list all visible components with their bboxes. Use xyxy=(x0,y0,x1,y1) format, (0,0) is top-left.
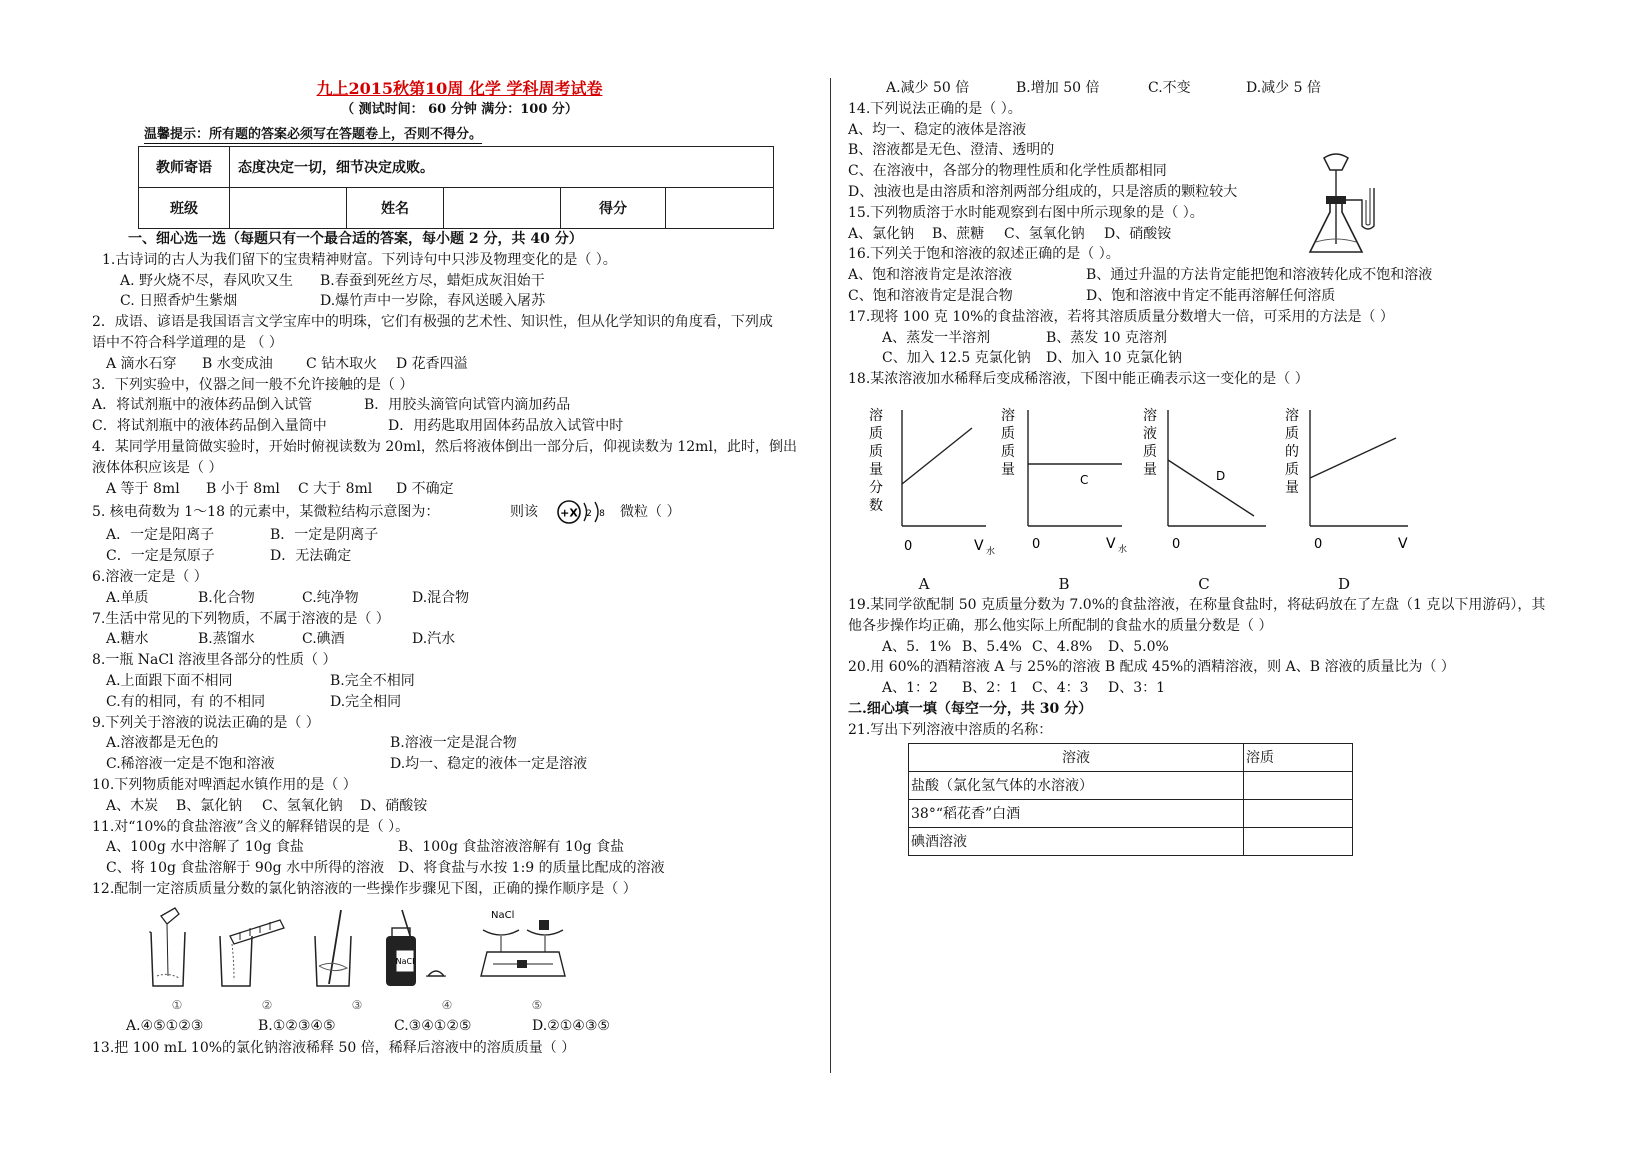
q15-stem: 15.下列物质溶于水时能观察到右图中所示现象的是（ ）。 xyxy=(848,204,1204,221)
ylabel-char-6: 数 xyxy=(869,497,883,514)
section-1-heading: 一、细心选一选（每题只有一个最合适的答案，每小题 2 分，共 40 分） xyxy=(128,231,583,247)
q4-options: A 等于 8ml B 小于 8ml C 大于 8ml D 不确定 xyxy=(106,480,454,497)
q9-stem: 9.下列关于溶液的说法正确的是（ ） xyxy=(92,714,320,731)
q11-stem: 11.对“10%的食盐溶液”含义的解释错误的是（ ）。 xyxy=(92,818,410,835)
q8-options-cd: C.有的相同，有 的不相同 D.完全相同 xyxy=(106,693,402,710)
q14-option-a: A、均一、稳定的液体是溶液 xyxy=(848,121,1027,138)
q4-stem-cont: 液体体积应该是（ ） xyxy=(92,459,223,476)
ylabel-char-4: 质 xyxy=(1285,461,1299,478)
q16-options-ab: A、饱和溶液肯定是浓溶液 B、通过升温的方法肯定能把饱和溶液转化成不饱和溶液 xyxy=(848,267,1433,284)
q3-options-cd: C．将试剂瓶中的液体药品倒入量筒中 D．用药匙取用固体药品放入试管中时 xyxy=(92,418,624,435)
teacher-label: 教师寄语 xyxy=(139,147,230,188)
q4-stem: 4．某同学用量筒做实验时，开始时俯视读数为 20ml，然后将液体倒出一部分后，仰视读数为 12ml，此时，倒出 xyxy=(92,438,797,455)
svg-text:0: 0 xyxy=(1032,536,1041,552)
score-field[interactable] xyxy=(666,188,774,229)
graph-b xyxy=(994,398,1134,568)
q9-options-cd: C.稀溶液一定是不饱和溶液 D.均一、稳定的液体一定是溶液 xyxy=(106,756,588,773)
q7-options: A.糖水 B.蒸馏水 C.碘酒 D.汽水 xyxy=(106,631,456,648)
table-row-solution: 38°“稻花香”白酒 xyxy=(909,799,1244,827)
q16-options-cd: C、饱和溶液肯定是混合物 D、饱和溶液中肯定不能再溶解任何溶质 xyxy=(848,287,1336,304)
svg-text:8: 8 xyxy=(599,509,605,520)
q6-options: A.单质 B.化合物 C.纯净物 D.混合物 xyxy=(106,589,470,606)
q6-stem: 6.溶液一定是（ ） xyxy=(92,568,208,585)
q17-stem: 17.现将 100 克 10%的食盐溶液，若将其溶质质量分数增大一倍，可采用的方法是（ ） xyxy=(848,308,1394,325)
svg-text:2: 2 xyxy=(586,509,592,520)
svg-text:水: 水 xyxy=(986,546,996,557)
q19-options: A、5．1% B、5.4% C、4.8% D、5.0% xyxy=(882,638,1169,655)
q19-stem-cont: 他各步操作均正确，那么他实际上所配制的食盐水的质量分数是（ ） xyxy=(848,617,1273,634)
q1-options-cd: C. 日照香炉生紫烟 D.爆竹声中一岁除，春风送暖入屠苏 xyxy=(120,293,546,310)
q13-stem: 13.把 100 mL 10%的氯化钠溶液稀释 50 倍，稀释后溶液中的溶质质量（ ） xyxy=(92,1039,576,1056)
flask-u-tube-apparatus-diagram xyxy=(1296,152,1396,264)
q21-solute-table xyxy=(908,743,1353,856)
q3-stem: 3．下列实验中，仪器之间一般不允许接触的是（ ） xyxy=(92,376,414,393)
teacher-message: 态度决定一切，细节决定成败。 xyxy=(230,147,774,188)
graph-a xyxy=(854,398,994,568)
exam-title: 九上2015秋第10周 化学 学科周考试卷 xyxy=(316,79,603,98)
q12-figure-numbers: ① ② ③ ④ ⑤ xyxy=(171,997,543,1012)
q5-options-ab: A．一定是阳离子 B．一定是阴离子 xyxy=(106,527,379,544)
stirring-beaker-diagram xyxy=(307,906,359,992)
table-row-solution: 碘酒溶液 xyxy=(909,827,1244,855)
q14-option-d: D、浊液也是由溶质和溶剂两部分组成的，只是溶质的颗粒较大 xyxy=(848,183,1238,200)
pouring-beaker-diagram xyxy=(141,906,193,992)
svg-text:NaCl: NaCl xyxy=(491,909,515,921)
q8-options-ab: A.上面跟下面不相同 B.完全不相同 xyxy=(106,672,415,689)
q18-stem: 18.某浓溶液加水稀释后变成稀溶液，下图中能正确表示这一变化的是（ ） xyxy=(848,371,1309,388)
ylabel-char-1: 溶 xyxy=(869,407,883,424)
ylabel-char-2: 质 xyxy=(1001,425,1015,442)
svg-text:V: V xyxy=(1106,535,1116,552)
ylabel-char-3: 质 xyxy=(869,443,883,460)
q3-options-ab: A．将试剂瓶中的液体药品倒入试管 B．用胶头滴管向试管内滴加药品 xyxy=(92,397,571,414)
q17-options-cd: C、加入 12.5 克氯化钠 D、加入 10 克氯化钠 xyxy=(882,350,1182,367)
svg-text:0: 0 xyxy=(1172,536,1181,552)
q7-stem: 7.生活中常见的下列物质，不属于溶液的是（ ） xyxy=(92,610,390,627)
right-column xyxy=(848,78,1568,856)
atom-structure-diagram xyxy=(556,499,620,525)
class-label: 班级 xyxy=(139,188,230,229)
ylabel-char-3: 质 xyxy=(1143,443,1157,460)
ylabel-char-1: 溶 xyxy=(1285,407,1299,424)
q16-stem: 16.下列关于饱和溶液的叙述正确的是（ ）。 xyxy=(848,246,1120,263)
ylabel-char-4: 量 xyxy=(1001,461,1015,478)
solute-answer-cell[interactable] xyxy=(1244,771,1353,799)
ylabel-char-4: 量 xyxy=(869,461,883,478)
ylabel-char-2: 液 xyxy=(1143,425,1157,442)
left-column xyxy=(92,78,827,1059)
q1-stem: 1.古诗词的古人为我们留下的宝贵精神财富。下列诗句中只涉及物理变化的是（ ）。 xyxy=(102,251,617,268)
svg-text:水: 水 xyxy=(1118,544,1128,555)
q2-stem-cont: 语中不符合科学道理的是 （ ） xyxy=(92,334,283,351)
svg-text:V: V xyxy=(1398,535,1408,552)
q19-stem: 19.某同学欲配制 50 克质量分数为 7.0%的食盐溶液，在称量食盐时，将砝码放在了左盘（1 克以下用游码），其 xyxy=(848,596,1546,613)
q10-options: A、木炭 B、氯化钠 C、氢氧化钠 D、硝酸铵 xyxy=(106,797,428,814)
table-row-solution: 盐酸（氯化氢气体的水溶液） xyxy=(909,771,1244,799)
ylabel-char-4: 量 xyxy=(1143,461,1157,478)
q9-options-ab: A.溶液都是无色的 B.溶液一定是混合物 xyxy=(106,735,517,752)
q1-options-ab: A. 野火烧不尽，春风吹又生 B.春蚕到死丝方尽，蜡炬成灰泪始干 xyxy=(120,272,545,289)
q12-lab-steps-figure xyxy=(132,906,582,996)
nacl-reagent-bottle-diagram xyxy=(376,906,456,992)
graph-d-ylabel xyxy=(1285,407,1299,496)
graph-a-ylabel xyxy=(869,407,883,514)
section-2-heading: 二.细心填一填（每空一分，共 30 分） xyxy=(848,700,1093,717)
header-table xyxy=(138,146,774,229)
exam-subtitle: （ 测试时间： 60 分钟 满分：100 分） xyxy=(341,102,578,117)
q5-stem: 5. 核电荷数为 1～18 的元素中，某微粒结构示意图为： 则该 +X 2 8 微粒（ ） xyxy=(92,499,827,525)
column-divider xyxy=(830,78,831,1073)
ylabel-char-2: 质 xyxy=(1285,425,1299,442)
q17-options-ab: A、蒸发一半溶剂 B、蒸发 10 克溶剂 xyxy=(882,329,1168,346)
q20-stem: 20.用 60%的酒精溶液 A 与 25%的溶液 B 配成 45%的酒精溶液，则 A、B 溶液的质量比为（ ） xyxy=(848,659,1455,676)
graph-b-ylabel xyxy=(1001,407,1015,478)
graph-c-ylabel xyxy=(1143,407,1157,478)
ylabel-char-5: 分 xyxy=(869,479,883,496)
q14-option-b: B、溶液都是无色、澄清、透明的 xyxy=(848,142,1055,159)
q18-graphs xyxy=(854,398,1568,573)
q13-options: A.减少 50 倍 B.增加 50 倍 C.不变 D.减少 5 倍 xyxy=(886,80,1321,96)
name-field[interactable] xyxy=(444,188,561,229)
q20-options: A、1：2 B、2：1 C、4：3 D、3：1 xyxy=(882,680,1166,697)
q18-graph-labels: A B C D xyxy=(918,574,1351,593)
svg-text:+X: +X xyxy=(560,506,578,520)
solute-column-header: 溶质 xyxy=(1244,743,1353,771)
cylinder-pouring-diagram xyxy=(210,906,290,992)
q11-options-cd: C、将 10g 食盐溶解于 90g 水中所得的溶液 D、将食盐与水按 1:9 的质量比配成的溶液 xyxy=(106,860,665,877)
ylabel-char-5: 量 xyxy=(1285,479,1299,496)
q8-stem: 8.一瓶 NaCl 溶液里各部分的性质（ ） xyxy=(92,652,337,669)
solute-answer-cell[interactable] xyxy=(1244,827,1353,855)
graph-d xyxy=(1274,398,1414,568)
warm-tip: 温馨提示：所有题的答案必须写在答题卷上，否则不得分。 xyxy=(144,127,483,142)
q12-options: A.④⑤①②③ B.①②③④⑤ C.③④①②⑤ D.②①④③⑤ xyxy=(126,1017,610,1034)
ylabel-char-1: 溶 xyxy=(1143,407,1157,424)
ylabel-char-1: 溶 xyxy=(1001,407,1015,424)
svg-text:D: D xyxy=(1216,468,1226,483)
q12-stem: 12.配制一定溶质质量分数的氯化钠溶液的一些操作步骤见下图，正确的操作顺序是（ ） xyxy=(92,880,637,897)
graph-c xyxy=(1134,398,1274,568)
svg-text:V: V xyxy=(974,537,984,554)
svg-text:0: 0 xyxy=(904,538,913,554)
svg-text:0: 0 xyxy=(1314,536,1323,552)
q15-options: A、氯化钠 B、蔗糖 C、氢氧化钠 D、硝酸铵 xyxy=(848,225,1172,242)
ylabel-char-2: 质 xyxy=(869,425,883,442)
solute-answer-cell[interactable] xyxy=(1244,799,1353,827)
q21-stem: 21.写出下列溶液中溶质的名称： xyxy=(848,721,1053,738)
svg-text:NaCl: NaCl xyxy=(395,956,415,966)
ylabel-char-3: 质 xyxy=(1001,443,1015,460)
q5-options-cd: C．一定是氖原子 D．无法确定 xyxy=(106,548,352,565)
q11-options-ab: A、100g 水中溶解了 10g 食盐 B、100g 食盐溶液溶解有 10g 食盐 xyxy=(106,839,625,856)
solution-column-header: 溶液 xyxy=(909,743,1244,771)
q2-options: A 滴水石穿 B 水变成油 C 钻木取火 D 花香四溢 xyxy=(106,355,468,372)
score-label: 得分 xyxy=(561,188,666,229)
q2-stem: 2．成语、谚语是我国语言文学宝库中的明珠，它们有极强的艺术性、知识性，但从化学知识的角度看，下列成 xyxy=(92,314,773,331)
svg-text:C: C xyxy=(1080,472,1089,487)
name-label: 姓名 xyxy=(347,188,444,229)
q14-stem: 14.下列说法正确的是（ ）。 xyxy=(848,100,1022,117)
class-field[interactable] xyxy=(230,188,347,229)
q14-option-c: C、在溶液中，各部分的物理性质和化学性质都相同 xyxy=(848,163,1167,180)
q10-stem: 10.下列物质能对啤酒起水镇作用的是（ ） xyxy=(92,776,357,793)
ylabel-char-3: 的 xyxy=(1285,443,1299,460)
balance-scale-diagram xyxy=(473,906,573,992)
